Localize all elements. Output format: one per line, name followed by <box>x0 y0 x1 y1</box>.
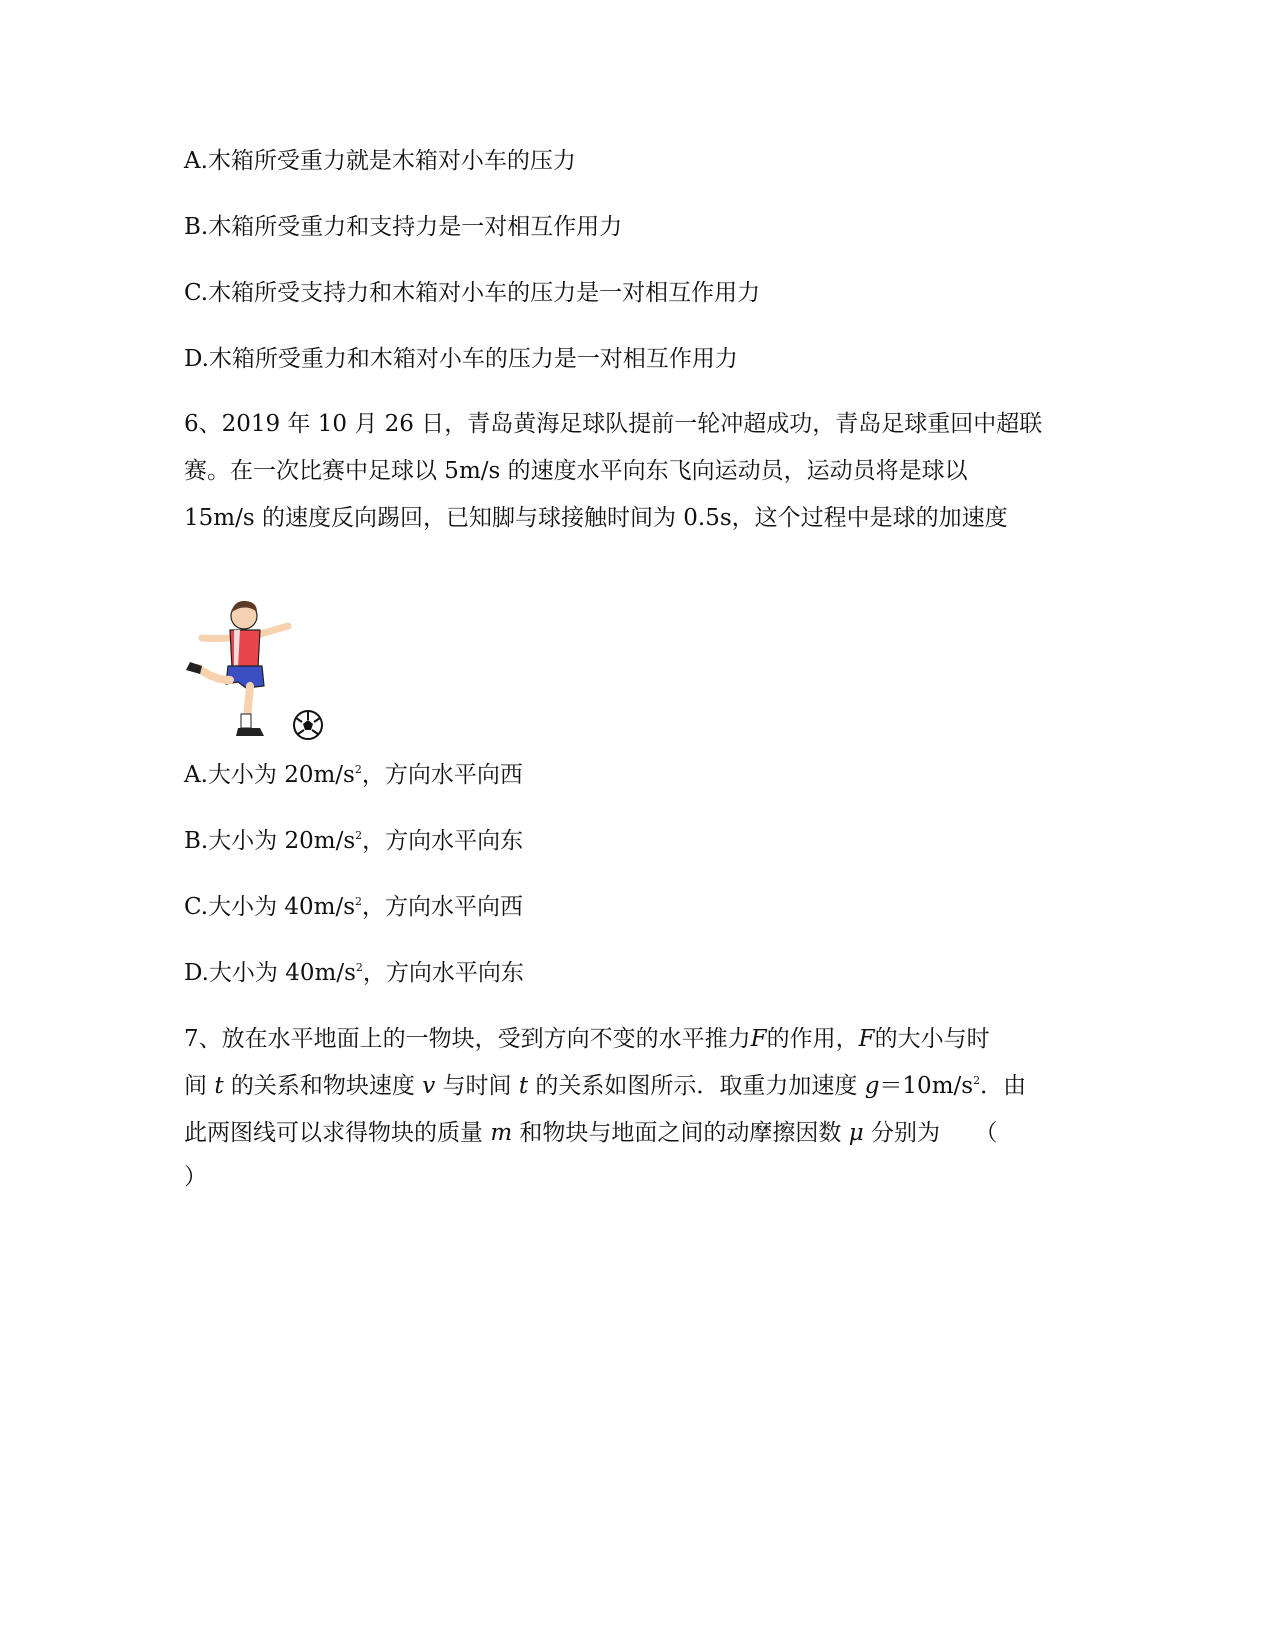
q6-option-c: C.大小为 $40m/s^2$，方向水平向西 <box>184 894 524 920</box>
q5-option-c: C.木箱所受支持力和木箱对小车的压力是一对相互作用力 <box>184 280 761 306</box>
q5-option-a: A.木箱所受重力就是木箱对小车的压力 <box>184 148 576 174</box>
q7-stem-line-4: ） <box>184 1164 207 1190</box>
q6-option-d: D.大小为 $40m/s^2$，方向水平向东 <box>184 960 524 986</box>
player-sock <box>241 714 251 728</box>
player-kicking-leg <box>198 668 230 680</box>
q6-option-a: A.大小为 $20m/s^2$，方向水平向西 <box>184 762 523 788</box>
q7-stem-line-3: 此两图线可以求得物块的质量 m 和物块与地面之间的动摩擦因数 μ 分别为 （ <box>184 1120 998 1146</box>
q7-stem-line-1: 7、放在水平地面上的一物块，受到方向不变的水平推力F的作用，F的大小与时 <box>184 1026 990 1052</box>
q5-option-b: B.木箱所受重力和支持力是一对相互作用力 <box>184 214 623 240</box>
q6-stem-line-2: 赛。在一次比赛中足球以 5m/s 的速度水平向东飞向运动员，运动员将是球以 <box>184 458 968 484</box>
player-back-shoe <box>186 662 202 674</box>
q5-option-d: D.木箱所受重力和木箱对小车的压力是一对相互作用力 <box>184 346 738 372</box>
player-front-shoe <box>236 728 264 736</box>
q6-stem-line-3: 15m/s 的速度反向踢回，已知脚与球接触时间为 0.5s，这个过程中是球的加速度 <box>184 505 1008 531</box>
q6-option-b: B.大小为 $20m/s^2$，方向水平向东 <box>184 828 524 854</box>
q6-stem-line-1: 6、2019 年 10 月 26 日，青岛黄海足球队提前一轮冲超成功，青岛足球重回中超联 <box>184 411 1043 437</box>
soccer-player-illustration <box>184 596 344 756</box>
q7-stem-line-2: 间 t 的关系和物块速度 v 与时间 t 的关系如图所示．取重力加速度 $g=10m/s^2$．由 <box>184 1073 1027 1099</box>
